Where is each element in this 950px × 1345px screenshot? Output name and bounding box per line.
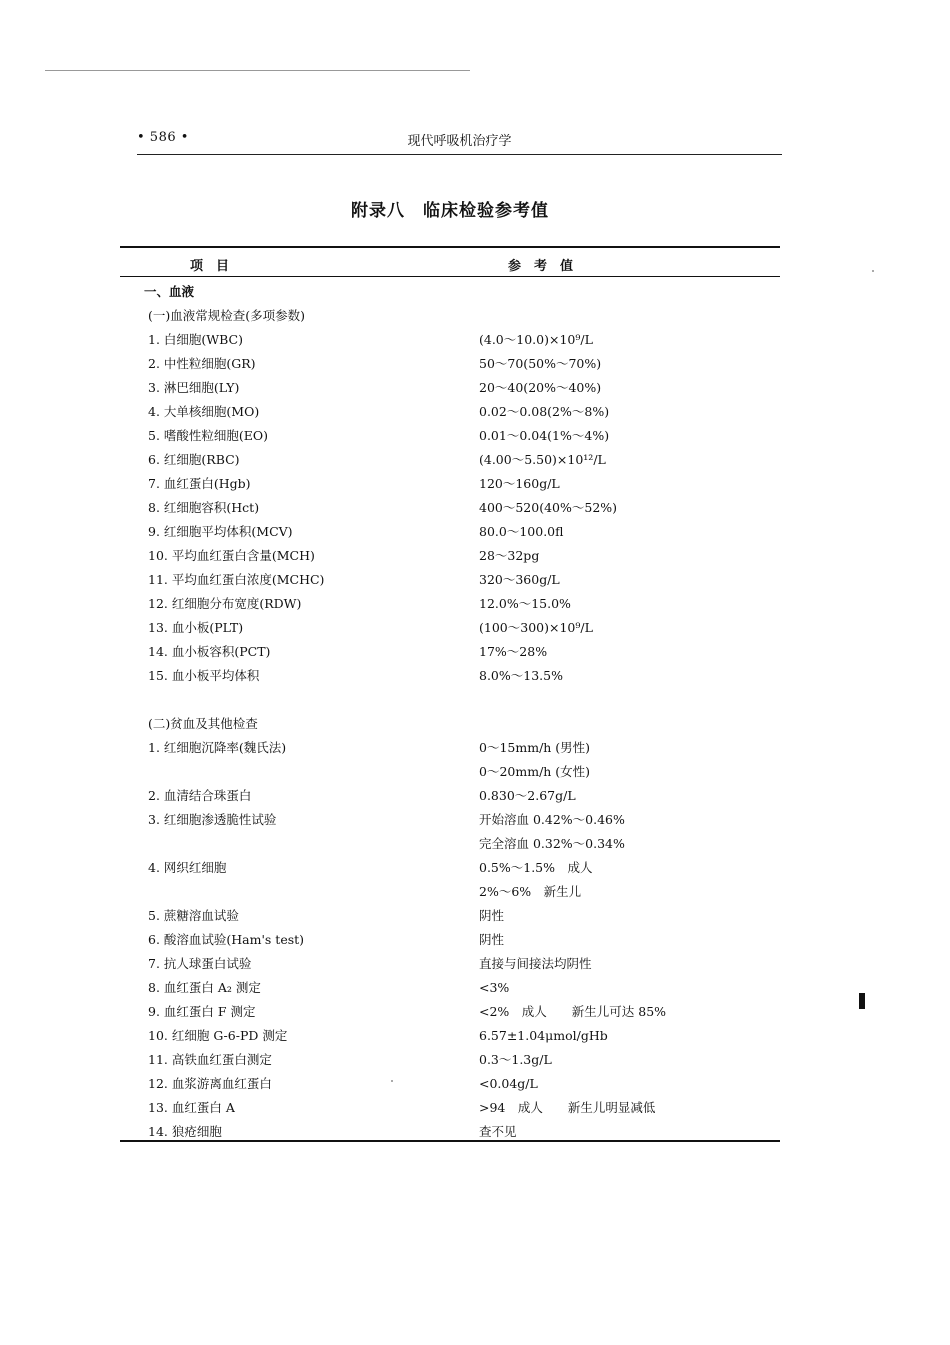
- item-name: 13. 血小板(PLT): [148, 620, 244, 635]
- item-name: 13. 血红蛋白 A: [148, 1100, 235, 1115]
- reference-value: 400～520(40%～52%): [479, 500, 618, 515]
- item-name: 11. 平均血红蛋白浓度(MCHC): [148, 572, 325, 587]
- reference-value: 28～32pg: [479, 548, 540, 563]
- reference-value: >94 成人 新生儿明显减低: [479, 1100, 656, 1115]
- item-name: 一、血液: [144, 284, 195, 299]
- section-heading: [144, 280, 768, 304]
- item-name: 8. 红细胞容积(Hct): [148, 500, 260, 515]
- table-row: [148, 328, 768, 352]
- reference-value: 2%～6% 新生儿: [479, 884, 582, 899]
- item-name: 11. 高铁血红蛋白测定: [148, 1052, 272, 1067]
- reference-value: 50～70(50%～70%): [479, 356, 602, 371]
- reference-value: 0.3～1.3g/L: [479, 1052, 552, 1067]
- reference-value: 0.830～2.67g/L: [479, 788, 576, 803]
- table-row: [148, 424, 768, 448]
- table-row: [148, 1000, 768, 1024]
- table-row: [148, 952, 768, 976]
- reference-value: 查不见: [479, 1124, 517, 1139]
- table-row: [148, 640, 768, 664]
- table-row: [148, 1096, 768, 1120]
- table-row: [148, 976, 768, 1000]
- reference-value: <2% 成人 新生儿可达 85%: [479, 1004, 667, 1019]
- reference-value: <0.04g/L: [479, 1076, 538, 1091]
- item-name: 15. 血小板平均体积: [148, 668, 260, 683]
- table-row: [148, 472, 768, 496]
- table-row: [148, 544, 768, 568]
- reference-value: (100～300)×10⁹/L: [479, 620, 593, 635]
- table-row: [148, 496, 768, 520]
- scan-speck: [391, 1080, 393, 1082]
- item-name: 9. 血红蛋白 F 测定: [148, 1004, 256, 1019]
- reference-value: <3%: [479, 980, 510, 995]
- item-name: 14. 血小板容积(PCT): [148, 644, 271, 659]
- reference-value: 0～15mm/h (男性): [479, 740, 591, 755]
- table-row: [148, 688, 768, 712]
- item-name: 9. 红细胞平均体积(MCV): [148, 524, 293, 539]
- item-name: 3. 淋巴细胞(LY): [148, 380, 240, 395]
- scan-speck: [872, 270, 874, 272]
- table-row: [148, 664, 768, 688]
- reference-value: 完全溶血 0.32%～0.34%: [479, 836, 625, 851]
- page-number: • 586 •: [137, 130, 189, 145]
- scan-margin-mark: [859, 993, 865, 1009]
- table-bottom-rule: [120, 1140, 780, 1142]
- page-title: 附录八 临床检验参考值: [351, 201, 549, 221]
- item-name: 5. 蔗糖溶血试验: [148, 908, 239, 923]
- item-name: 6. 红细胞(RBC): [148, 452, 240, 467]
- item-name: 12. 血浆游离血红蛋白: [148, 1076, 272, 1091]
- reference-value: (4.0～10.0)×10⁹/L: [479, 332, 593, 347]
- table-row: [148, 400, 768, 424]
- item-name: (一)血液常规检查(多项参数): [148, 308, 306, 323]
- subsection-heading: [148, 304, 768, 328]
- table-row: [148, 448, 768, 472]
- item-name: 1. 白细胞(WBC): [148, 332, 243, 347]
- item-name: 10. 红细胞 G-6-PD 测定: [148, 1028, 288, 1043]
- table-row: [148, 856, 768, 880]
- reference-value: 0.02～0.08(2%～8%): [479, 404, 610, 419]
- table-row: [148, 760, 768, 784]
- item-name: 3. 红细胞渗透脆性试验: [148, 812, 277, 827]
- reference-value: 12.0%～15.0%: [479, 596, 571, 611]
- reference-value: 开始溶血 0.42%～0.46%: [479, 812, 625, 827]
- item-name: 4. 大单核细胞(MO): [148, 404, 260, 419]
- table-row: [148, 568, 768, 592]
- item-name: 14. 狼疮细胞: [148, 1124, 222, 1139]
- item-name: 7. 抗人球蛋白试验: [148, 956, 252, 971]
- table-row: [148, 880, 768, 904]
- table-row: [148, 352, 768, 376]
- table-header-rule: [120, 276, 780, 277]
- table-row: [148, 1048, 768, 1072]
- reference-value: 阴性: [479, 908, 505, 923]
- item-name: 2. 血清结合珠蛋白: [148, 788, 252, 803]
- subsection-heading: [148, 712, 768, 736]
- reference-value: 6.57±1.04μmol/gHb: [479, 1028, 608, 1043]
- table-row: [148, 376, 768, 400]
- table-row: [148, 904, 768, 928]
- running-header: [137, 128, 782, 152]
- reference-table: [144, 280, 768, 1144]
- item-name: 2. 中性粒细胞(GR): [148, 356, 256, 371]
- table-row: [148, 736, 768, 760]
- item-name: (二)贫血及其他检查: [148, 716, 258, 731]
- table-row: [148, 616, 768, 640]
- table-row: [148, 520, 768, 544]
- table-row: [148, 592, 768, 616]
- book-title: 现代呼吸机治疗学: [407, 134, 512, 149]
- scan-artifact-line: [45, 70, 470, 71]
- reference-value: 阴性: [479, 932, 505, 947]
- table-row: [148, 832, 768, 856]
- reference-value: 直接与间接法均阴性: [479, 956, 592, 971]
- item-name: 5. 嗜酸性粒细胞(EO): [148, 428, 269, 443]
- reference-value: 320～360g/L: [479, 572, 560, 587]
- item-name: 1. 红细胞沉降率(魏氏法): [148, 740, 287, 755]
- reference-value: 0.5%～1.5% 成人: [479, 860, 593, 875]
- reference-value: 8.0%～13.5%: [479, 668, 563, 683]
- item-name: 6. 酸溶血试验(Ham's test): [148, 932, 305, 947]
- table-row: [148, 928, 768, 952]
- column-header-reference: 参 考 值: [508, 259, 574, 274]
- reference-value: 80.0～100.0fl: [479, 524, 564, 539]
- reference-value: 17%～28%: [479, 644, 548, 659]
- reference-value: 120～160g/L: [479, 476, 560, 491]
- reference-value: 20～40(20%～40%): [479, 380, 602, 395]
- item-name: 12. 红细胞分布宽度(RDW): [148, 596, 302, 611]
- item-name: 4. 网织红细胞: [148, 860, 227, 875]
- table-row: [148, 784, 768, 808]
- item-name: 7. 血红蛋白(Hgb): [148, 476, 251, 491]
- item-name: 8. 血红蛋白 A₂ 测定: [148, 980, 261, 995]
- reference-value: (4.00～5.50)×10¹²/L: [479, 452, 606, 467]
- table-row: [148, 1072, 768, 1096]
- reference-value: 0～20mm/h (女性): [479, 764, 591, 779]
- item-name: 10. 平均血红蛋白含量(MCH): [148, 548, 315, 563]
- reference-value: 0.01～0.04(1%～4%): [479, 428, 610, 443]
- table-row: [148, 808, 768, 832]
- table-top-rule: [120, 246, 780, 248]
- table-row: [148, 1024, 768, 1048]
- column-header-item: 项 目: [190, 259, 230, 274]
- header-rule: [137, 154, 782, 155]
